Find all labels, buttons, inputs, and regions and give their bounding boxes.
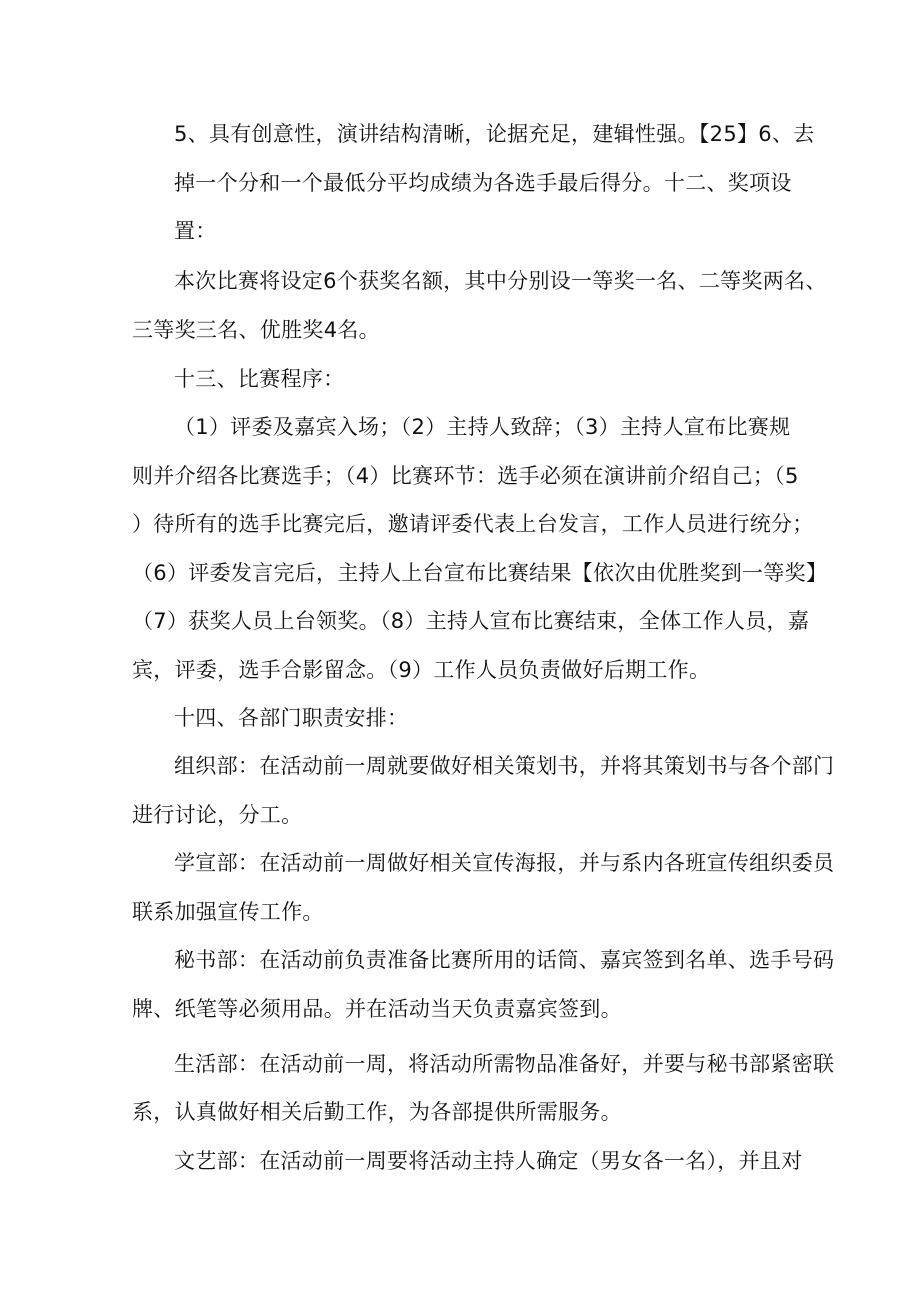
text-line: 学宣部：在活动前一周做好相关宣传海报，并与系内各班宣传组织委员 — [174, 851, 835, 875]
text-line: （6）评委发言完后，主持人上台宣布比赛结果【依次由优胜奖到一等奖】 — [132, 561, 828, 585]
text-line: 本次比赛将设定6个获奖名额，其中分别设一等奖一名、二等奖两名、 — [174, 269, 827, 293]
text-line: 联系加强宣传工作。 — [132, 900, 324, 924]
text-line: 宾，评委，选手合影留念。（9）工作人员负责做好后期工作。 — [132, 658, 711, 682]
section-heading: 十四、各部门职责安排： — [174, 706, 409, 730]
text-line: 则并介绍各比赛选手；（4）比赛环节：选手必须在演讲前介绍自己；（5 — [132, 464, 799, 488]
text-line: 文艺部：在活动前一周要将活动主持人确定（男女各一名），并且对 — [174, 1149, 803, 1173]
text-line: 置： — [174, 219, 217, 243]
text-line: ）待所有的选手比赛完后，邀请评委代表上台发言，工作人员进行统分； — [132, 512, 814, 536]
text-line: （1）评委及嘉宾入场；（2）主持人致辞；（3）主持人宣布比赛规 — [174, 415, 791, 439]
text-line: 组织部：在活动前一周就要做好相关策划书，并将其策划书与各个部门 — [174, 754, 835, 778]
text-line: 生活部：在活动前一周，将活动所需物品准备好，并要与秘书部紧密联 — [174, 1052, 835, 1076]
text-line: 5、具有创意性，演讲结构清晰，论据充足，建辑性强。【25】6、去 — [174, 122, 815, 146]
text-line: 秘书部：在活动前负责准备比赛所用的话筒、嘉宾签到名单、选手号码 — [174, 948, 835, 972]
text-line: 掉一个分和一个最低分平均成绩为各选手最后得分。十二、奖项设 — [174, 171, 792, 195]
text-line: 牌、纸笔等必须用品。并在活动当天负责嘉宾签到。 — [132, 997, 622, 1021]
text-line: 系，认真做好相关后勤工作，为各部提供所需服务。 — [132, 1100, 622, 1124]
text-line: 三等奖三名、优胜奖4名。 — [132, 318, 380, 342]
text-line: 进行讨论，分工。 — [132, 803, 303, 827]
section-heading: 十三、比赛程序： — [174, 367, 345, 391]
text-line: （7）获奖人员上台领奖。（8）主持人宣布比赛结束，全体工作人员，嘉 — [132, 609, 810, 633]
